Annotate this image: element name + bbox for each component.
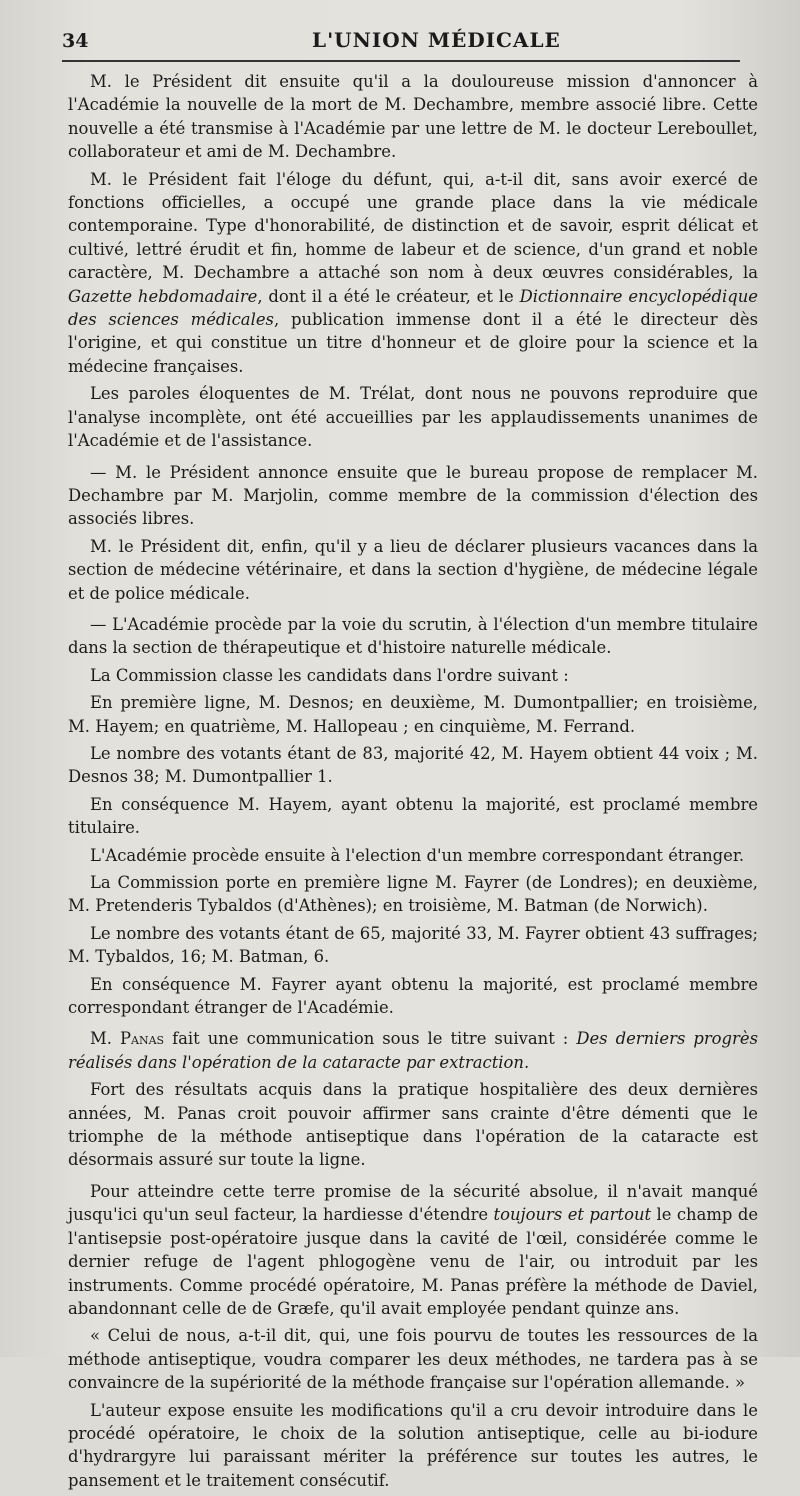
security-text-b: le champ de l'antisepsie post-opératoire jusque dans la cavité de l'œil, considérée comme le dernier refuge de l'agent phlogogène venu de l'air, ou introduit par les instruments. Comme procédé opératoire, M. Panas préfère la méthode de Daviel, abandonnant celle de de Græfe, qu'il avait employée pendant quinze ans. (68, 1205, 759, 1318)
paragraph-trelat: Les paroles éloquentes de M. Trélat, dont nous ne pouvons reproduire que l'analyse incomplète, ont été accueillies par les applaudissements unanimes de l'Académie et de l'assistance. (68, 384, 758, 451)
security-text-a: Pour atteindre cette terre promise de la sécurité absolue, il n'avait manqué jusqu'ici qu'un seul facteur, la hardiesse d'étendre (68, 1181, 758, 1225)
gazette-title: Gazette hebdomadaire (68, 286, 258, 306)
paragraph-antiseptic-results: Fort des résultats acquis dans la pratique hospitalière des deux dernières années, M. Panas croit pouvoir affirmer sans crainte d'être démenti que le triomphe de la méthode antiseptique dans l'opération de la cataracte est désormais assuré sur toute la ligne. (68, 1080, 758, 1170)
paragraph-fayrer-elected: En conséquence M. Fayrer ayant obtenu la majorité, est proclamé membre correspondant étranger de l'Académie. (68, 974, 758, 1018)
eulogy-text-b: , dont il a été le créateur, et le (257, 286, 520, 306)
paragraph-death-announcement: M. le Président dit ensuite qu'il a la douloureuse mission d'annoncer à l'Académie la nouvelle de la mort de M. Dechambre, membre associé libre. Cette nouvelle a été transmise à l'Académie par une lettre de M. le docteur Lereboullet, collaborateur et ami de M. Dechambre. (68, 72, 758, 162)
paragraph-scrutin: — L'Académie procède par la voie du scrutin, à l'élection d'un membre titulaire dans la section de thérapeutique et d'histoire naturelle médicale. (68, 614, 758, 658)
eulogy-text-c: , publication immense dont il a été le directeur dès l'origine, et qui constitue un titre d'honneur et de gloire pour la science et la médecine françaises. (68, 310, 758, 376)
panas-name: Panas (120, 1029, 165, 1049)
paragraph-vacancies: M. le Président dit, enfin, qu'il y a lieu de déclarer plusieurs vacances dans la section de médecine vétérinaire, et dans la section d'hygiène, de médecine légale et de police médicale. (68, 536, 758, 603)
running-title: L'UNION MÉDICALE (312, 28, 561, 52)
paragraph-eulogy (68, 168, 758, 379)
dictionnaire-title: Dictionnaire encyclopédique des sciences médicales (68, 286, 758, 330)
header-rule (62, 60, 740, 62)
paragraph-correspondant: L'Académie procède ensuite à l'election d'un membre correspondant étranger. (90, 845, 745, 865)
communication-title: Des derniers progrès réalisés dans l'opération de la cataracte par extraction. (68, 1029, 758, 1072)
toujours-partout: toujours et partout (493, 1205, 652, 1225)
paragraph-fayrer-candidates: La Commission porte en première ligne M. Fayrer (de Londres); en deuxième, M. Pretenderis Tybaldos (d'Athènes); en troisième, M. Batman (de Norwich). (68, 873, 758, 916)
paragraph-commission: La Commission classe les candidats dans l'ordre suivant : (90, 665, 569, 685)
article-body (68, 70, 758, 1496)
paragraph-hayem-elected: En conséquence M. Hayem, ayant obtenu la majorité, est proclamé membre titulaire. (68, 794, 758, 838)
paragraph-votes-hayem: Le nombre des votants étant de 83, majorité 42, M. Hayem obtient 44 voix ; M. Desnos 38; M. Dumontpallier 1. (68, 743, 758, 787)
paragraph-panas-communication (68, 1027, 758, 1074)
eulogy-text-a: M. le Président fait l'éloge du défunt, qui, a-t-il dit, sans avoir exercé de fonctions officielles, a occupé une grande place dans la vie médicale contemporaine. Type d'honorabilité, de distinction et de savoir, esprit délicat et cultivé, lettré érudit et fin, homme de labeur et de science, d'un grand et noble caractère, M. Dechambre a attaché son nom à deux œuvres considérables, la (68, 169, 758, 283)
paragraph-votes-fayrer: Le nombre des votants étant de 65, majorité 33, M. Fayrer obtient 43 suffrages; M. Tybaldos, 16; M. Batman, 6. (68, 923, 758, 967)
page-number: 34 (62, 30, 89, 52)
paragraph-candidates: En première ligne, M. Desnos; en deuxième, M. Dumontpallier; en troisième, M. Hayem; en quatrième, M. Hallopeau ; en cinquième, M. Ferrand. (68, 693, 758, 736)
page-header (62, 26, 742, 56)
paragraph-modifications: L'auteur expose ensuite les modifications qu'il a cru devoir introduire dans le procédé opératoire, le choix de la solution antiseptique, celle au bi-iodure d'hydrargyre lui paraissant mériter la préférence sur toutes les autres, le pansement et le traitement consécutif. (68, 1400, 758, 1490)
panas-pre: M. (90, 1029, 120, 1049)
paragraph-security (68, 1180, 758, 1320)
paragraph-quote: « Celui de nous, a-t-il dit, qui, une fois pourvu de toutes les ressources de la méthode antiseptique, voudra comparer les deux méthodes, ne tardera pas à se convaincre de la supériorité de la méthode française sur l'opération allemande. » (68, 1326, 758, 1393)
paragraph-marjolin: — M. le Président annonce ensuite que le bureau propose de remplacer M. Dechambre par M. Marjolin, comme membre de la commission d'élection des associés libres. (68, 462, 758, 529)
panas-text: fait une communication sous le titre suivant : (164, 1029, 577, 1049)
